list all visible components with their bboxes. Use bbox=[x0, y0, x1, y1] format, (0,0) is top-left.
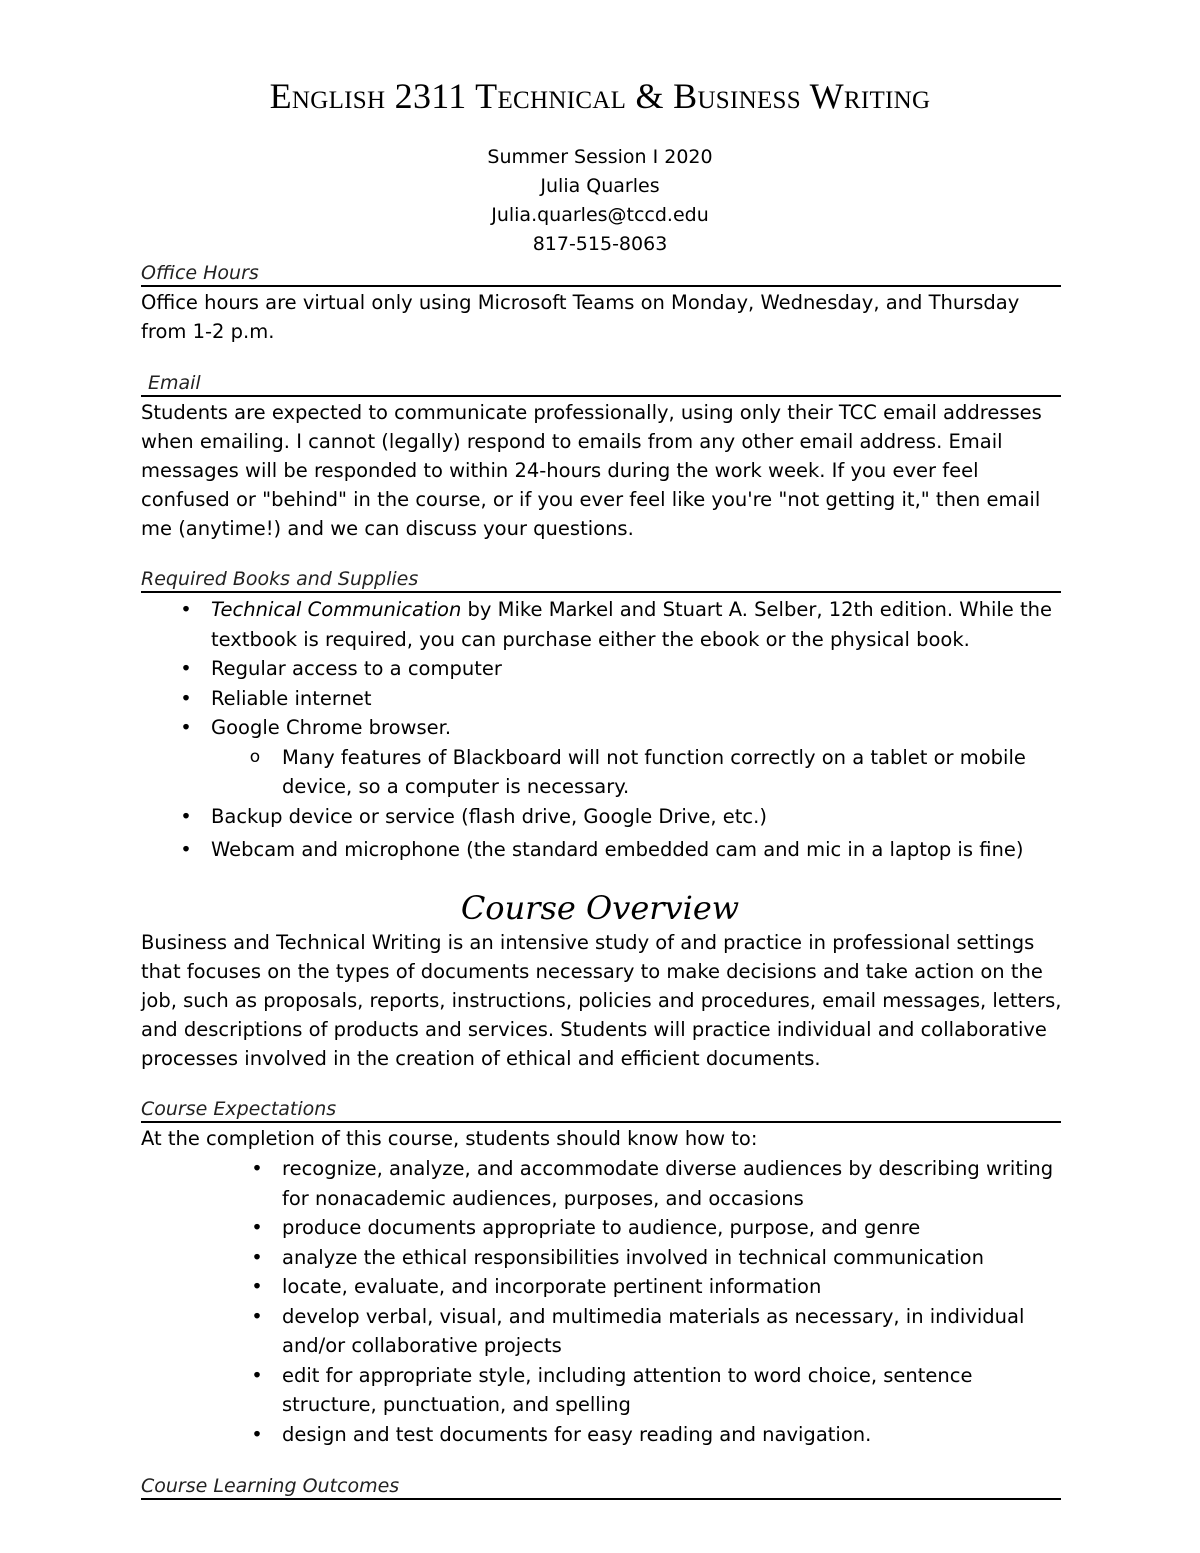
email-text: Students are expected to communicate professionally, using only their TCC email addresses when emailing. I cannot (legally) respond to emails from any other email address. Email messages will be responded to within 24-hours during the work week. If you ever feel confused or "behind" in the course, or if you ever feel like you're "not getting it," then email me (anytime!) and we can discuss your questions. bbox=[141, 401, 1042, 540]
bullet-icon: • bbox=[180, 657, 192, 680]
bullet-icon: • bbox=[251, 1422, 263, 1446]
list-item bbox=[141, 1420, 1066, 1450]
bullet-icon: • bbox=[251, 1363, 263, 1387]
document-title: English 2311 Technical & Business Writing bbox=[269, 76, 931, 116]
list-item-text: analyze the ethical responsibilities involved in technical communication bbox=[282, 1245, 984, 1269]
office-hours-text: Office hours are virtual only using Microsoft Teams on Monday, Wednesday, and Thursday from 1-2 p.m. bbox=[141, 291, 1020, 343]
sub-list-item bbox=[141, 743, 1066, 802]
list-item bbox=[141, 1243, 1066, 1273]
list-item-text: Webcam and microphone (the standard embedded cam and mic in a laptop is fine) bbox=[211, 838, 1024, 861]
email-heading: Email bbox=[141, 369, 1061, 397]
list-item-text: develop verbal, visual, and multimedia materials as necessary, in individual and/or collaborative projects bbox=[282, 1304, 1025, 1357]
list-item bbox=[141, 1154, 1066, 1213]
bullet-icon: • bbox=[180, 804, 192, 828]
books-list bbox=[141, 595, 1066, 865]
list-item-text: Regular access to a computer bbox=[211, 657, 502, 680]
bullet-icon: • bbox=[180, 838, 192, 861]
list-item-text: Reliable internet bbox=[211, 686, 372, 710]
list-item bbox=[141, 835, 1066, 865]
bullet-icon: • bbox=[251, 1304, 263, 1328]
list-item bbox=[141, 1272, 1066, 1302]
expectations-heading: Course Expectations bbox=[141, 1095, 1061, 1123]
list-item bbox=[141, 1361, 1066, 1420]
list-item bbox=[141, 802, 1066, 832]
bullet-icon: • bbox=[251, 1157, 263, 1180]
instructor-phone: 817-515-8063 bbox=[532, 233, 668, 255]
list-item bbox=[141, 1213, 1066, 1243]
list-item-text: produce documents appropriate to audience, purpose, and genre bbox=[282, 1216, 921, 1239]
book-details: by Mike Markel and Stuart A. Selber, 12th edition. While the textbook is required, you can purchase either the ebook or the physical book. bbox=[211, 598, 1052, 651]
list-item bbox=[141, 595, 1066, 654]
bullet-icon: • bbox=[251, 1275, 263, 1298]
list-item-text: recognize, analyze, and accommodate diverse audiences by describing writing for nonacademic audiences, purposes, and occasions bbox=[282, 1157, 1054, 1210]
books-heading: Required Books and Supplies bbox=[141, 565, 1061, 593]
list-item-text: edit for appropriate style, including attention to word choice, sentence structure, punctuation, and spelling bbox=[282, 1363, 973, 1416]
office-hours-heading: Office Hours bbox=[141, 259, 1061, 287]
learning-outcomes-heading: Course Learning Outcomes bbox=[141, 1472, 1061, 1500]
course-overview-text: Business and Technical Writing is an intensive study of and practice in professional settings that focuses on the types of documents necessary to make decisions and take action on the job, such as proposals, reports, instructions, policies and procedures, email messages, letters, and descriptions of products and services. Students will practice individual and collaborative processes involved in the creation of ethical and efficient documents. bbox=[141, 931, 1062, 1070]
instructor-email: Julia.quarles@tccd.edu bbox=[491, 204, 709, 226]
list-item bbox=[141, 654, 1066, 684]
list-item-text: Google Chrome browser. bbox=[211, 716, 452, 739]
book-title: Technical Communication bbox=[211, 598, 462, 621]
list-item bbox=[141, 684, 1066, 714]
list-item-text: Backup device or service (flash drive, Google Drive, etc.) bbox=[211, 804, 767, 828]
session-text: Summer Session I 2020 bbox=[487, 146, 713, 168]
bullet-icon: • bbox=[180, 716, 192, 739]
list-item-text: Many features of Blackboard will not function correctly on a tablet or mobile device, so a computer is necessary. bbox=[282, 745, 1026, 798]
course-overview-title: Course Overview bbox=[460, 889, 740, 927]
bullet-icon: • bbox=[180, 686, 192, 710]
instructor-name: Julia Quarles bbox=[540, 175, 660, 197]
list-item bbox=[141, 713, 1066, 743]
list-item-text: design and test documents for easy reading and navigation. bbox=[282, 1422, 872, 1446]
contact-block bbox=[0, 143, 1200, 259]
list-item-text: locate, evaluate, and incorporate pertinent information bbox=[282, 1275, 822, 1298]
bullet-icon: • bbox=[251, 1216, 263, 1239]
expectations-list bbox=[141, 1154, 1066, 1449]
bullet-icon: • bbox=[251, 1245, 263, 1269]
circle-bullet-icon: o bbox=[249, 746, 261, 767]
bullet-icon: • bbox=[180, 598, 192, 621]
list-item bbox=[141, 1302, 1066, 1361]
expectations-intro: At the completion of this course, students should know how to: bbox=[141, 1127, 758, 1150]
